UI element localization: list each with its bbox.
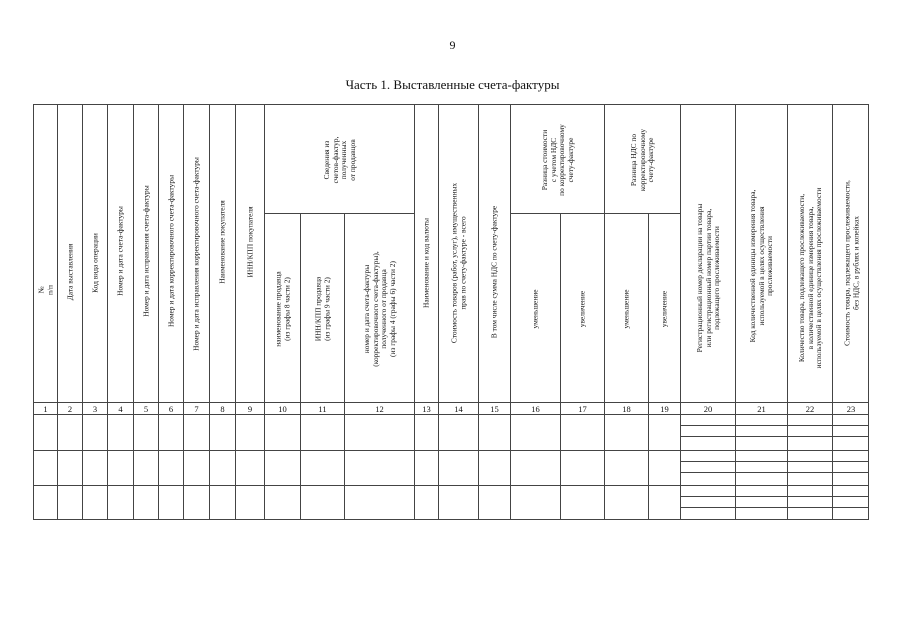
- traceability-subrow-line: [680, 450, 869, 451]
- table-cell-r3-c4: [107, 485, 133, 520]
- header-col-6-label: Номер и дата корректировочного счета-фактуры: [166, 174, 176, 328]
- table-cell-r1-c8: [209, 414, 235, 450]
- header-col-1: [33, 104, 57, 402]
- header-col-20: [680, 104, 735, 402]
- traceability-subrow-line: [680, 507, 869, 508]
- column-number-15: 15: [478, 402, 510, 414]
- header-col-14: [438, 104, 478, 402]
- column-number-3: 3: [82, 402, 107, 414]
- table-cell-r1-c13: [414, 414, 438, 450]
- table-cell-r2-c18: [604, 450, 648, 485]
- header-col-4: [107, 104, 133, 402]
- table-cell-r1-c4: [107, 414, 133, 450]
- table-cell-c22: [787, 414, 832, 520]
- table-cell-r2-c15: [478, 450, 510, 485]
- table-cell-r2-c17: [560, 450, 604, 485]
- header-col-15: [478, 104, 510, 402]
- header-col-13: [414, 104, 438, 402]
- header-col-2: [57, 104, 82, 402]
- column-number-6: 6: [158, 402, 183, 414]
- table-cell-r3-c7: [183, 485, 209, 520]
- table-cell-r3-c11: [300, 485, 344, 520]
- header-col-19: [648, 213, 680, 402]
- column-number-9: 9: [235, 402, 264, 414]
- table-cell-r3-c10: [264, 485, 300, 520]
- column-number-13: 13: [414, 402, 438, 414]
- table-cell-c21: [735, 414, 787, 520]
- table-cell-r3-c3: [82, 485, 107, 520]
- page-number: 9: [449, 38, 456, 52]
- header-col-12: [344, 213, 414, 402]
- table-cell-r1-c3: [82, 414, 107, 450]
- header-col-2-label: Дата выставления: [65, 243, 75, 301]
- header-col-22-label: Количество товара, подлежащего прослеживаемости, в количественной единице измерения товара, используемой в целях осуществления прослеживаемости: [796, 187, 823, 369]
- column-number-21: 21: [735, 402, 787, 414]
- table-cell-r3-c14: [438, 485, 478, 520]
- header-col-17-label: увеличение: [577, 290, 587, 327]
- invoice-register-table: [33, 104, 869, 520]
- column-number-4: 4: [107, 402, 133, 414]
- table-cell-r3-c6: [158, 485, 183, 520]
- table-cell-r2-c5: [133, 450, 158, 485]
- table-cell-r3-c9: [235, 485, 264, 520]
- traceability-subrow-line: [680, 436, 869, 437]
- header-col-15-label: В том числе сумма НДС по счету-фактуре: [489, 205, 499, 339]
- header-col-1-label: № п/п: [36, 284, 54, 295]
- table-cell-r2-c9: [235, 450, 264, 485]
- table-cell-r2-c13: [414, 450, 438, 485]
- column-number-20: 20: [680, 402, 735, 414]
- column-number-5: 5: [133, 402, 158, 414]
- column-number-11: 11: [300, 402, 344, 414]
- table-cell-r2-c3: [82, 450, 107, 485]
- traceability-subrow-line: [680, 496, 869, 497]
- header-group-seller-label: Сведения из счетов-фактур, полученных от продавцов: [321, 136, 357, 183]
- column-number-22: 22: [787, 402, 832, 414]
- column-number-18: 18: [604, 402, 648, 414]
- header-col-22: [787, 104, 832, 402]
- header-col-21: [735, 104, 787, 402]
- table-cell-r2-c1: [33, 450, 57, 485]
- header-col-7: [183, 104, 209, 402]
- table-cell-r1-c6: [158, 414, 183, 450]
- column-number-14: 14: [438, 402, 478, 414]
- header-col-10: [264, 213, 300, 402]
- table-cell-r3-c19: [648, 485, 680, 520]
- table-cell-r2-c6: [158, 450, 183, 485]
- header-col-5: [133, 104, 158, 402]
- table-cell-r1-c15: [478, 414, 510, 450]
- header-col-4-label: Номер и дата счета-фактуры: [115, 206, 125, 296]
- header-col-16-label: уменьшение: [530, 288, 540, 329]
- table-cell-r2-c4: [107, 450, 133, 485]
- column-number-12: 12: [344, 402, 414, 414]
- header-col-3-label: Код вида операции: [90, 233, 100, 293]
- header-col-12-label: номер и дата счета-фактуры (корректировочного счета-фактуры), полученного от продавца (из графы 4 (графы 6) части 2): [361, 250, 397, 367]
- table-cell-r2-c8: [209, 450, 235, 485]
- table-cell-r1-c2: [57, 414, 82, 450]
- table-cell-r1-c14: [438, 414, 478, 450]
- header-col-23: [832, 104, 869, 402]
- header-col-10-label: наименование продавца (из графы 8 части 2): [273, 270, 291, 347]
- table-cell-r2-c14: [438, 450, 478, 485]
- column-number-8: 8: [209, 402, 235, 414]
- header-col-9-label: ИНН/КПП покупателя: [245, 206, 255, 278]
- column-number-23: 23: [832, 402, 869, 414]
- header-group-vat-diff-label: Разница НДС по корректировочному счету-фактуре: [629, 128, 656, 191]
- table-cell-r3-c5: [133, 485, 158, 520]
- table-cell-r1-c19: [648, 414, 680, 450]
- header-col-21-label: Код количественной единицы измерения товара, используемой в целях осуществления прослеживаемости: [748, 189, 775, 343]
- table-cell-r1-c1: [33, 414, 57, 450]
- header-col-6: [158, 104, 183, 402]
- table-cell-c20: [680, 414, 735, 520]
- table-cell-r3-c12: [344, 485, 414, 520]
- table-cell-r1-c17: [560, 414, 604, 450]
- header-col-5-label: Номер и дата исправления счета-фактуры: [141, 185, 151, 317]
- header-group-cost-diff: [510, 104, 604, 213]
- table-cell-r1-c7: [183, 414, 209, 450]
- traceability-subrow-line: [680, 425, 869, 426]
- table-cell-r2-c10: [264, 450, 300, 485]
- header-group-seller: [264, 104, 414, 213]
- table-cell-r3-c16: [510, 485, 560, 520]
- table-cell-r1-c16: [510, 414, 560, 450]
- table-cell-r3-c1: [33, 485, 57, 520]
- table-cell-r2-c16: [510, 450, 560, 485]
- header-col-17: [560, 213, 604, 402]
- page-title: Часть 1. Выставленные счета-фактуры: [345, 77, 560, 92]
- traceability-subrow-line: [680, 472, 869, 473]
- column-number-7: 7: [183, 402, 209, 414]
- column-number-16: 16: [510, 402, 560, 414]
- header-col-18: [604, 213, 648, 402]
- column-number-10: 10: [264, 402, 300, 414]
- header-group-vat-diff: [604, 104, 680, 213]
- header-col-13-label: Наименование и код валюты: [421, 217, 431, 308]
- table-cell-c23: [832, 414, 869, 520]
- column-number-2: 2: [57, 402, 82, 414]
- header-col-3: [82, 104, 107, 402]
- table-cell-r1-c18: [604, 414, 648, 450]
- table-cell-r3-c13: [414, 485, 438, 520]
- table-cell-r2-c11: [300, 450, 344, 485]
- table-cell-r3-c17: [560, 485, 604, 520]
- traceability-subrow-line: [680, 461, 869, 462]
- table-cell-r3-c18: [604, 485, 648, 520]
- column-number-17: 17: [560, 402, 604, 414]
- header-col-19-label: увеличение: [659, 290, 669, 327]
- table-cell-r1-c11: [300, 414, 344, 450]
- header-col-23-label: Стоимость товара, подлежащего прослеживаемости, без НДС, в рублях и копейках: [841, 180, 860, 346]
- traceability-subrow-line: [680, 485, 869, 486]
- header-col-7-label: Номер и дата исправления корректировочного счета-фактуры: [191, 157, 201, 351]
- header-col-9: [235, 104, 264, 402]
- table-cell-r3-c8: [209, 485, 235, 520]
- header-col-11-label: ИНН/КПП продавца (из графы 9 части 2): [313, 276, 331, 341]
- table-cell-r1-c10: [264, 414, 300, 450]
- table-cell-r2-c2: [57, 450, 82, 485]
- table-cell-r3-c15: [478, 485, 510, 520]
- header-col-14-label: Стоимость товаров (работ, услуг), имущественных прав по счету-фактуре - всего: [449, 182, 467, 344]
- header-col-8-label: Наименование покупателя: [217, 200, 227, 284]
- header-col-18-label: уменьшение: [621, 288, 631, 329]
- header-col-16: [510, 213, 560, 402]
- header-group-cost-diff-label: Разница стоимости с учетом НДС по корректировочному счету-фактуре: [539, 123, 575, 196]
- header-col-8: [209, 104, 235, 402]
- column-number-1: 1: [33, 402, 57, 414]
- table-cell-r2-c19: [648, 450, 680, 485]
- table-cell-r2-c12: [344, 450, 414, 485]
- table-cell-r1-c9: [235, 414, 264, 450]
- table-cell-r1-c5: [133, 414, 158, 450]
- column-number-19: 19: [648, 402, 680, 414]
- header-col-20-label: Регистрационный номер декларации на товары или регистрационный номер партии товара, подлежащего прослеживаемости: [694, 203, 721, 353]
- table-cell-r3-c2: [57, 485, 82, 520]
- table-cell-r2-c7: [183, 450, 209, 485]
- header-col-11: [300, 213, 344, 402]
- table-cell-r1-c12: [344, 414, 414, 450]
